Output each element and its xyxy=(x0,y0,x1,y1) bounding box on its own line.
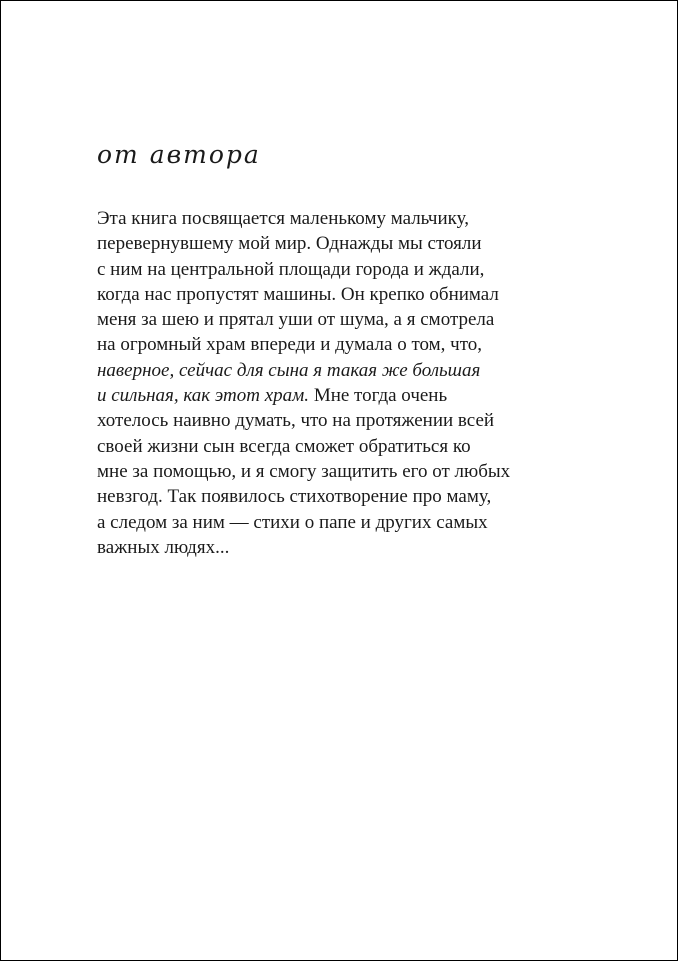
text-line: когда нас пропустят машины. Он крепко обнимал xyxy=(97,283,499,305)
author-foreword-paragraph xyxy=(97,206,577,560)
text-line: на огромный храм впереди и думала о том, что, xyxy=(97,334,483,356)
text-line: меня за шею и прятал уши от шума, а я смотрела xyxy=(97,309,495,331)
text-line-mixed xyxy=(97,383,577,408)
section-heading: от автора xyxy=(97,140,261,169)
text-line: хотелось наивно думать, что на протяжении всей xyxy=(97,410,495,432)
text-line: Эта книга посвящается маленькому мальчику, xyxy=(97,208,469,229)
text-fragment: Мне тогда очень xyxy=(309,385,448,407)
text-line: важных людях... xyxy=(97,536,230,558)
text-line: мне за помощью, и я смогу защитить его от любых xyxy=(97,460,511,482)
text-line: с ним на центральной площади города и ждали, xyxy=(97,258,485,280)
text-line: своей жизни сын всегда сможет обратиться ко xyxy=(97,435,471,457)
text-line: невзгод. Так появилось стихотворение про маму, xyxy=(97,486,492,508)
text-line: перевернувшему мой мир. Однажды мы стояли xyxy=(97,233,482,255)
italic-text-line: наверное, сейчас для сына я такая же большая xyxy=(97,359,481,381)
text-line: а следом за ним — стихи о папе и других самых xyxy=(97,511,488,533)
italic-phrase: и сильная, как этот храм. xyxy=(97,385,310,407)
